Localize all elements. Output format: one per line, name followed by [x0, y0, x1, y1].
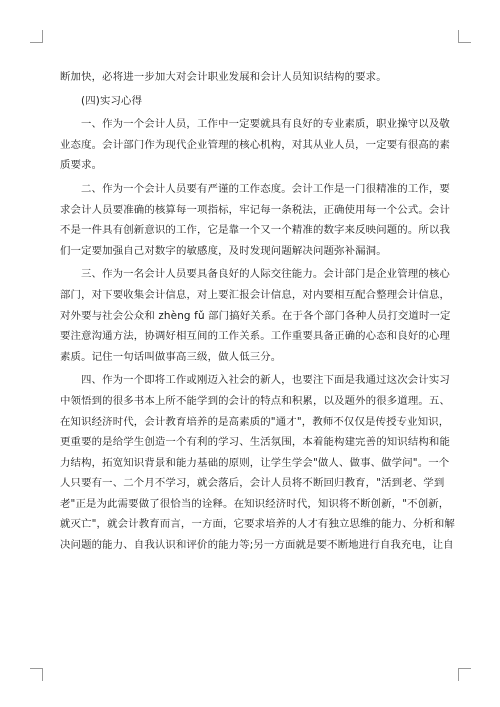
paragraph-3	[60, 264, 451, 367]
text-line: 决问题的能力、自我认识和评价的能力等;另一方面就是要不断地进行自我充电，让自	[60, 539, 454, 552]
text-line: 老"正是为此需要做了很恰当的诠释。在知识经济时代，知识将不断创新，"不创新，	[60, 497, 450, 510]
text-line: 素质。记住一句话叫做事高三级，做人低三分。	[60, 350, 282, 363]
text-line: 四、作为一个即将工作或刚迈入社会的新人，也要注下面是我通过这次会计实习	[81, 374, 450, 387]
text-line: 人只要有一、二个月不学习，就会落后，会计人员将不断回归教育，"活到老、学到	[60, 477, 445, 490]
text-line: 力结构，拓宽知识背景和能力基础的原则，让学生学会"做人、做事、做学问"。一个	[60, 456, 450, 469]
paragraph-2	[60, 179, 450, 261]
crop-mark-top-left	[30, 30, 43, 43]
text-line: 就灭亡"，就会计教育而言，一方面，它要求培养的人才有独立思维的能力、分析和解	[60, 518, 455, 531]
text-line: 求会计人员要准确的核算每一项指标，牢记每一条税法，正确使用每一个公式。会计	[60, 203, 450, 216]
crop-mark-bottom-left	[30, 668, 43, 681]
text-line: 质要求。	[60, 159, 103, 172]
document-body	[60, 67, 455, 556]
intro-paragraph	[60, 67, 446, 88]
text-line: 二、作为一个会计人员要有严谨的工作态度。会计工作是一门很精准的工作，要	[81, 182, 450, 195]
text-line: 在知识经济时代，会计教育培养的是高素质的"通才"，教师不仅仅是传授专业知识，	[60, 415, 450, 428]
text-line: 不是一件具有创新意识的工作，它是靠一个又一个精准的数字来反映问题的。所以我	[60, 224, 450, 237]
text-line: 部门，对下要收集会计信息，对上要汇报会计信息，对内要相互配合整理会计信息，	[60, 288, 450, 301]
text-line: 三、作为一名会计人员要具备良好的人际交往能力。会计部门是企业管理的核心	[81, 268, 450, 281]
text-line: 要注意沟通方法，协调好相互间的工作关系。工作重要具备正确的心态和良好的心理	[60, 330, 450, 343]
text-line: 们一定要加强自己对数字的敏感度，及时发现问题解决问题弥补漏洞。	[60, 244, 387, 257]
paragraph-4	[60, 370, 455, 555]
paragraph-1	[60, 114, 450, 176]
crop-mark-top-right	[458, 30, 471, 43]
text-line: 中领悟到的很多书本上所不能学到的会计的特点和积累，以及题外的很多道理。五、	[60, 394, 450, 407]
text-line: 业态度。会计部门作为现代企业管理的核心机构，对其从业人员，一定要有很高的素	[60, 138, 450, 151]
text-line: 对外要与社会公众和 zhèng fǔ 部门搞好关系。在于各个部门各种人员打交道时一定	[60, 309, 451, 322]
text-line: 断加快，必将进一步加大对会计职业发展和会计人员知识结构的要求。	[60, 71, 387, 83]
text-line: 更重要的是给学生创造一个有利的学习、生活氛围，本着能构建完善的知识结构和能	[60, 436, 450, 449]
section-heading: (四)实习心得	[81, 94, 143, 107]
crop-mark-bottom-right	[458, 668, 471, 681]
text-line: 一、作为一个会计人员，工作中一定要就具有良好的专业素质，职业操守以及敬	[81, 118, 450, 131]
